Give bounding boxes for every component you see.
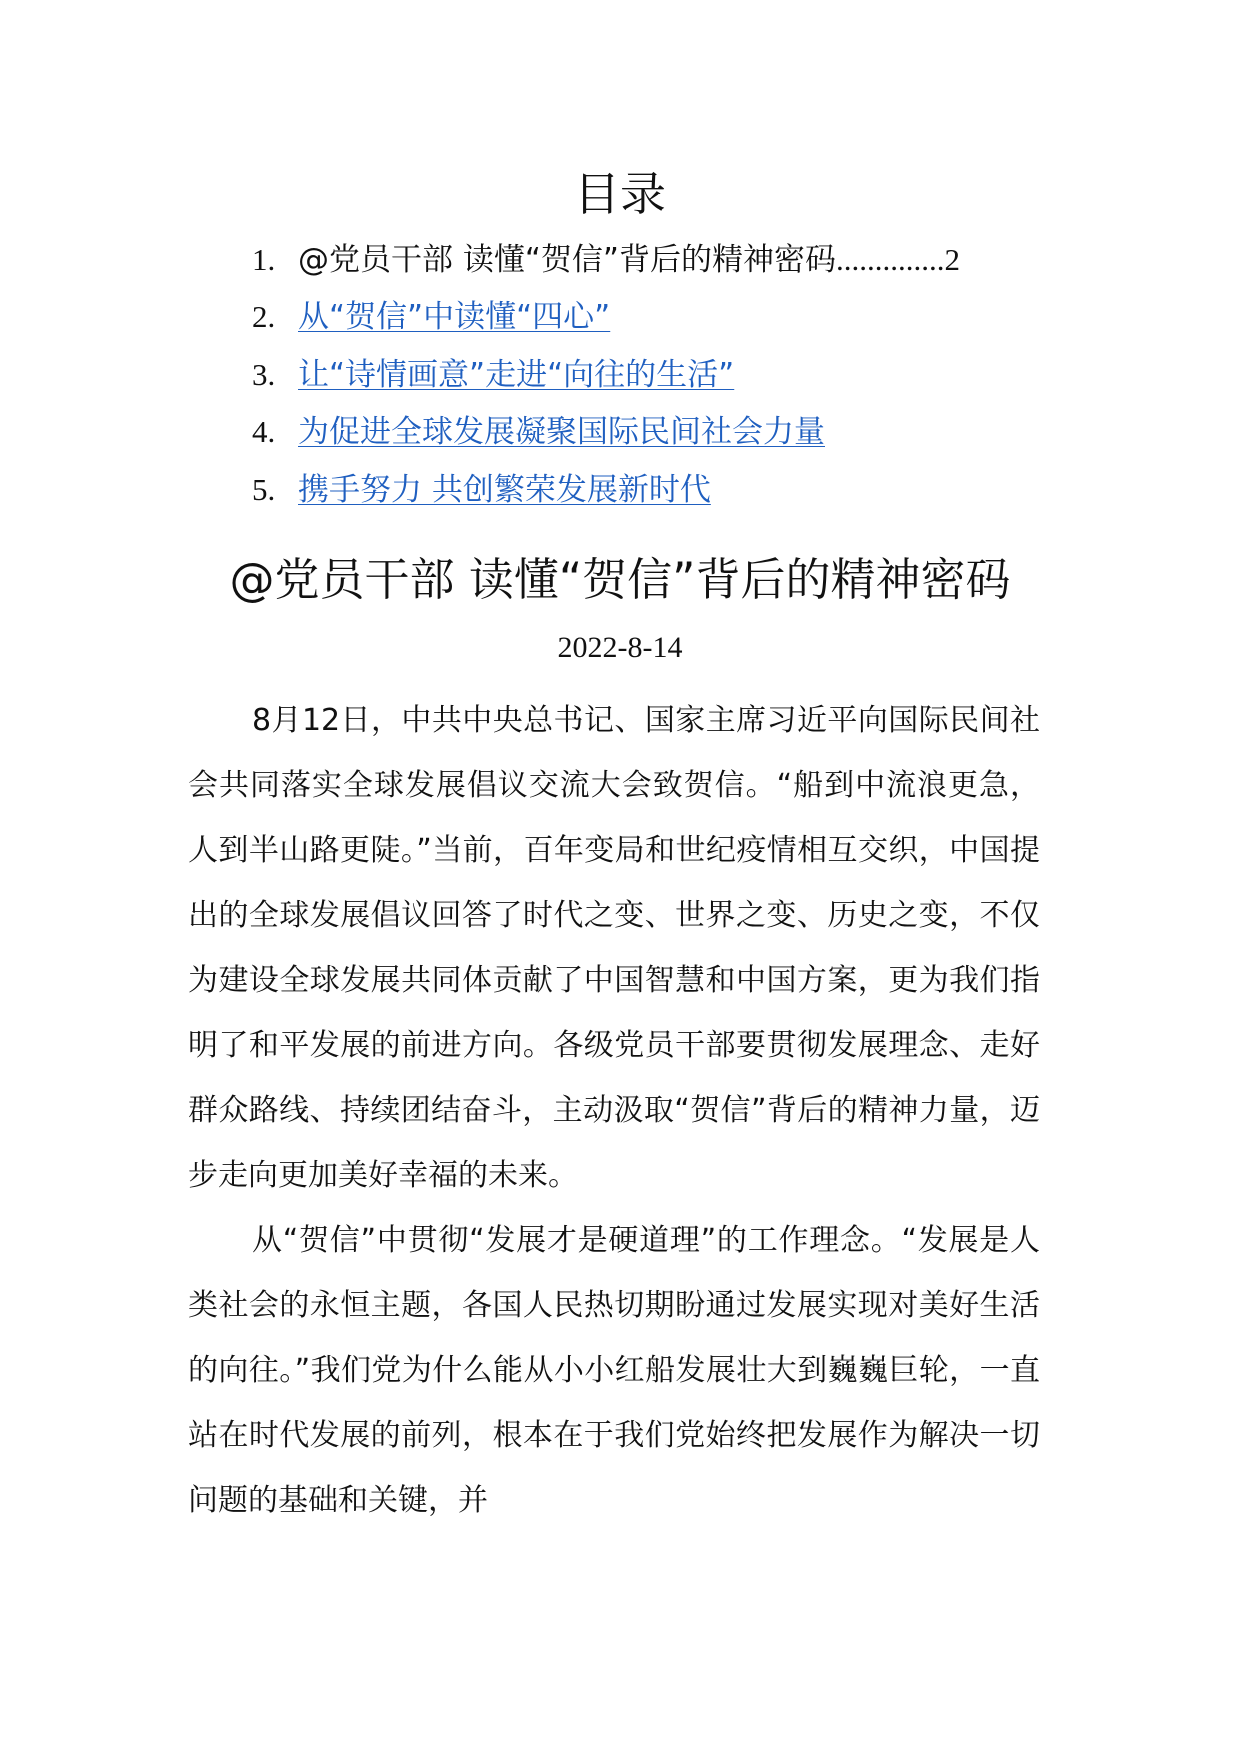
toc-item-number: 4. [252,414,276,449]
paragraph: 从“贺信”中贯彻“发展才是硬道理”的工作理念。“发展是人类社会的永恒主题，各国人民热切期盼通过发展实现对美好生活的向往。”我们党为什么能从小小红船发展壮大到巍巍巨轮，一直站在时代发展的前列，根本在于我们党始终把发展作为解决一切问题的基础和关键，并 [188,1223,1040,1518]
toc-leader-dots: .............. [835,242,945,277]
toc-item-number: 3. [252,357,276,392]
article-title: @党员干部 读懂“贺信”背后的精神密码 [229,553,1011,606]
toc-item-link[interactable]: 为促进全球发展凝聚国际民间社会力量 [298,414,825,450]
toc-page-number: 2 [944,242,960,277]
toc-item-number: 1. [252,242,276,277]
toc-item-text: @党员干部 读懂“贺信”背后的精神密码 [298,242,836,278]
toc-item-number: 2. [252,299,276,334]
paragraph: 8月12日，中共中央总书记、国家主席习近平向国际民间社会共同落实全球发展倡议交流大会致贺信。“船到中流浪更急，人到半山路更陡。”当前，百年变局和世纪疫情相互交织，中国提出的全球发展倡议回答了时代之变、世界之变、历史之变，不仅为建设全球发展共同体贡献了中国智慧和中国方案，更为我们指明了和平发展的前进方向。各级党员干部要贯彻发展理念、走好群众路线、持续团结奋斗，主动汲取“贺信”背后的精神力量，迈步走向更加美好幸福的未来。 [188,703,1040,1193]
toc-item-link[interactable]: 让“诗情画意”走进“向往的生活” [298,357,735,393]
toc-item-link[interactable]: 携手努力 共创繁荣发展新时代 [298,472,711,508]
toc-item-label[interactable] [298,238,960,282]
article-body [188,688,1040,1533]
article-date: 2022-8-14 [557,631,683,664]
toc-item-number: 5. [252,472,276,507]
toc-item-link[interactable]: 从“贺信”中读懂“四心” [298,299,611,335]
toc-title: 目录 [574,167,666,221]
